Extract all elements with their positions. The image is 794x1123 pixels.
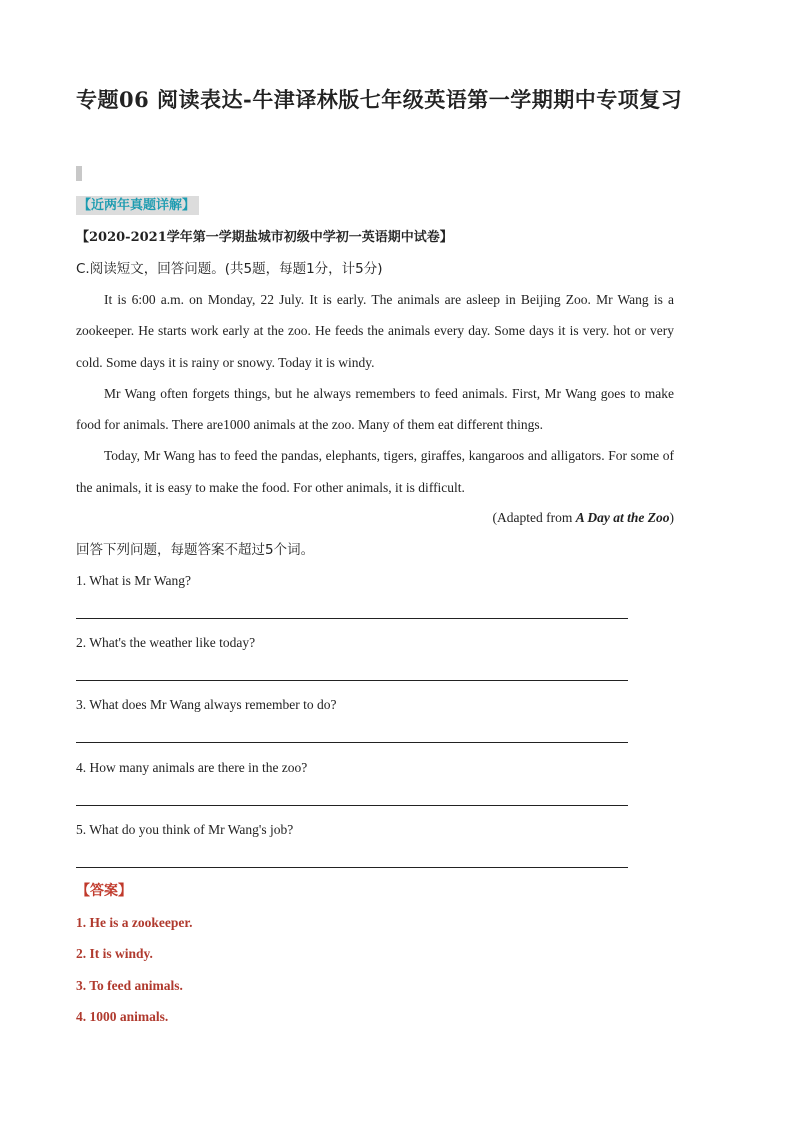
page-title: 专题06 阅读表达-牛津译林版七年级英语第一学期期中专项复习 <box>76 87 683 112</box>
passage-paragraph: It is 6:00 a.m. on Monday, 22 July. It is early. The animals are asleep in Beijing Zoo. Mr Wang is a zookeeper. He starts work early at the zoo. He feeds the animals every day. Some days it is very. hot or very cold. Some days it is rainy or snowy. Today it is windy. <box>76 292 674 370</box>
passage-paragraph: Mr Wang often forgets things, but he always remembers to feed animals. First, Mr Wang goes to make food for animals. There are1000 animals at the zoo. Many of them eat different things. <box>76 385 674 433</box>
adapted-prefix: (Adapted from <box>492 510 576 525</box>
answer-tag: 【答案】 <box>76 883 132 899</box>
answer-line-5[interactable] <box>76 867 628 868</box>
adapted-note <box>493 508 674 528</box>
grey-marker <box>76 166 82 181</box>
question-2: 2. What's the weather like today? <box>76 635 256 650</box>
answer-4: 4. 1000 animals. <box>76 1009 169 1024</box>
adapted-suffix: ) <box>669 510 674 525</box>
answer-line-1[interactable] <box>76 618 628 619</box>
answer-line-4[interactable] <box>76 805 628 806</box>
answer-1: 1. He is a zookeeper. <box>76 915 193 930</box>
question-3: 3. What does Mr Wang always remember to do? <box>76 697 337 712</box>
passage-paragraph: Today, Mr Wang has to feed the pandas, elephants, tigers, giraffes, kangaroos and alligators. For some of the animals, it is easy to make the food. For other animals, it is difficult. <box>76 448 674 495</box>
answer-line-2[interactable] <box>76 680 628 681</box>
exam-source: 【2020-2021学年第一学期盐城市初级中学初一英语期中试卷】 <box>76 230 453 245</box>
section-tag: 【近两年真题详解】 <box>76 196 199 215</box>
question-4: 4. How many animals are there in the zoo? <box>76 760 308 775</box>
adapted-book-title: A Day at the Zoo <box>575 510 670 525</box>
question-5: 5. What do you think of Mr Wang's job? <box>76 822 294 837</box>
answer-3: 3. To feed animals. <box>76 978 183 993</box>
answer-2: 2. It is windy. <box>76 946 153 961</box>
questions-intro: 回答下列问题，每题答案不超过5个词。 <box>76 542 315 558</box>
reading-passage <box>76 284 674 503</box>
question-1: 1. What is Mr Wang? <box>76 573 192 588</box>
reading-instruction: C.阅读短文，回答问题。(共5题，每题1分，计5分) <box>76 261 383 277</box>
answer-line-3[interactable] <box>76 742 628 743</box>
